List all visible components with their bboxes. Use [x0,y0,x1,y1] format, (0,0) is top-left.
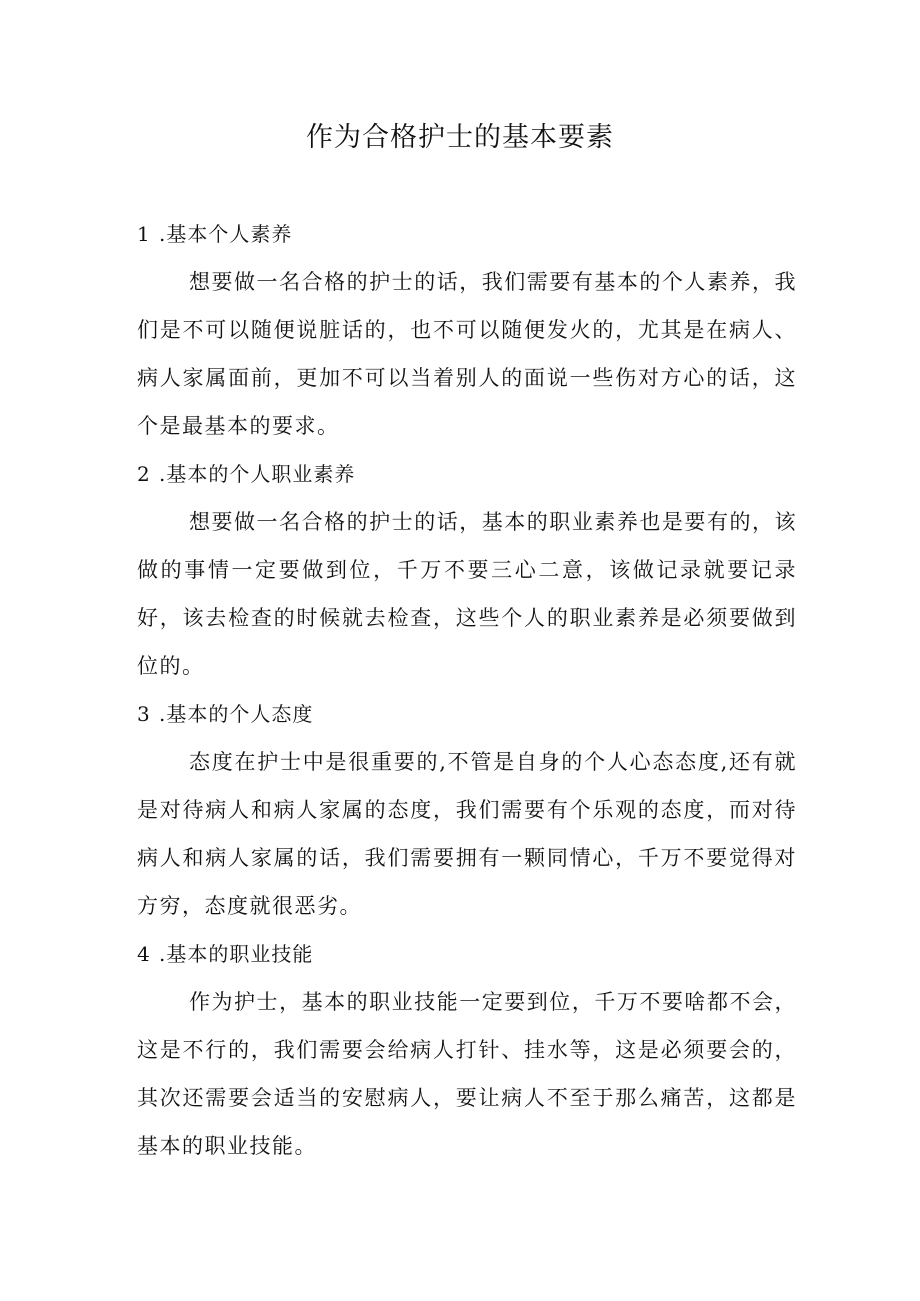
section-paragraph: 作为护士，基本的职业技能一定要到位，千万不要啥都不会，这是不行的，我们需要会给病人打针、挂水等，这是必须要会的，其次还需要会适当的安慰病人，要让病人不至于那么痛苦，这都是基本的职业技能。 [137,990,797,1158]
document-title: 作为合格护士的基本要素 [306,122,614,153]
section-heading-text: .基本的个人职业素养 [159,462,356,486]
section-paragraph: 想要做一名合格的护士的话，基本的职业素养也是要有的，该做的事情一定要做到位，千万不要三心二意，该做记录就要记录好，该去检查的时候就去检查，这些个人的职业素养是必须要做到位的。 [137,510,797,678]
section-heading-text: .基本的职业技能 [159,942,314,966]
section-heading [137,450,797,498]
section-heading [137,690,797,738]
section-paragraph: 态度在护士中是很重要的,不管是自身的个人心态态度,还有就是对待病人和病人家属的态度，我们需要有个乐观的态度，而对待病人和病人家属的话，我们需要拥有一颗同情心，千万不要觉得对方穷，态度就很恶劣。 [137,750,797,918]
section-number: 2 [137,462,151,486]
section-heading-text: .基本个人素养 [159,222,293,246]
section-heading-text: .基本的个人态度 [159,702,314,726]
section-paragraph: 想要做一名合格的护士的话，我们需要有基本的个人素养，我们是不可以随便说脏话的，也不可以随便发火的，尤其是在病人、病人家属面前，更加不可以当着别人的面说一些伤对方心的话，这个是最基本的要求。 [137,270,797,438]
section-heading [137,930,797,978]
section-3 [137,690,797,930]
section-number: 3 [137,702,151,726]
section-1 [137,210,797,450]
section-number: 1 [137,222,151,246]
section-number: 4 [137,942,151,966]
document-body [137,210,797,1170]
section-4 [137,930,797,1170]
section-heading [137,210,797,258]
section-2 [137,450,797,690]
